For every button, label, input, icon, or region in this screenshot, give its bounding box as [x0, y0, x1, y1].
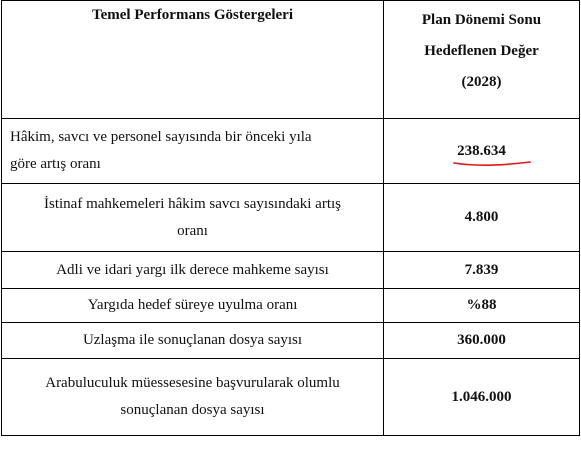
header-indicator-label: Temel Performans Göstergeleri — [91, 7, 294, 23]
value-cell — [384, 119, 580, 184]
target-value: 360.000 — [457, 332, 506, 348]
kpi-table — [1, 0, 580, 436]
indicator-cell — [2, 359, 384, 436]
indicator-line-1: Hâkim, savcı ve personel sayısında bir önceki yıla — [10, 129, 312, 145]
table-row — [2, 289, 580, 323]
value-cell — [384, 323, 580, 359]
header-target-line-3: (2028) — [461, 74, 502, 90]
target-value: 7.839 — [464, 261, 499, 278]
value-cell — [384, 359, 580, 436]
indicator-cell — [2, 252, 384, 289]
header-target-line-2: Hedeflenen Değer — [424, 43, 539, 59]
indicator-line-1: Arabuluculuk müessesesine başvurularak olumlu — [45, 375, 340, 391]
target-value: %88 — [466, 297, 497, 313]
indicator-text: Uzlaşma ile sonuçlanan dosya sayısı — [82, 332, 303, 348]
indicator-line-2: oranı — [177, 222, 208, 239]
value-cell — [384, 184, 580, 252]
indicator-line-1: İstinaf mahkemeleri hâkim savcı sayısındaki artış — [44, 195, 341, 212]
indicator-cell — [2, 184, 384, 252]
indicator-text: Adli ve idari yargı ilk derece mahkeme sayısı — [56, 261, 329, 278]
value-cell — [384, 289, 580, 323]
value-cell — [384, 252, 580, 289]
table-row — [2, 119, 580, 184]
indicator-cell — [2, 323, 384, 359]
header-target-cell — [384, 1, 580, 119]
indicator-line-2: sonuçlanan dosya sayısı — [120, 402, 265, 418]
underlined-value — [457, 138, 506, 165]
target-value: 238.634 — [457, 142, 506, 159]
indicator-line-2: göre artış oranı — [10, 156, 101, 172]
table-row — [2, 359, 580, 436]
indicator-cell — [2, 289, 384, 323]
table-row — [2, 184, 580, 252]
table-row — [2, 323, 580, 359]
red-underline-mark — [453, 160, 531, 168]
table-row — [2, 252, 580, 289]
target-value: 4.800 — [464, 209, 499, 225]
indicator-cell — [2, 119, 384, 184]
header-target-line-1: Plan Dönemi Sonu — [421, 12, 542, 28]
indicator-text: Yargıda hedef süreye uyulma oranı — [87, 297, 298, 313]
header-indicator-cell — [2, 1, 384, 119]
target-value: 1.046.000 — [451, 388, 512, 405]
table-header-row — [2, 1, 580, 119]
